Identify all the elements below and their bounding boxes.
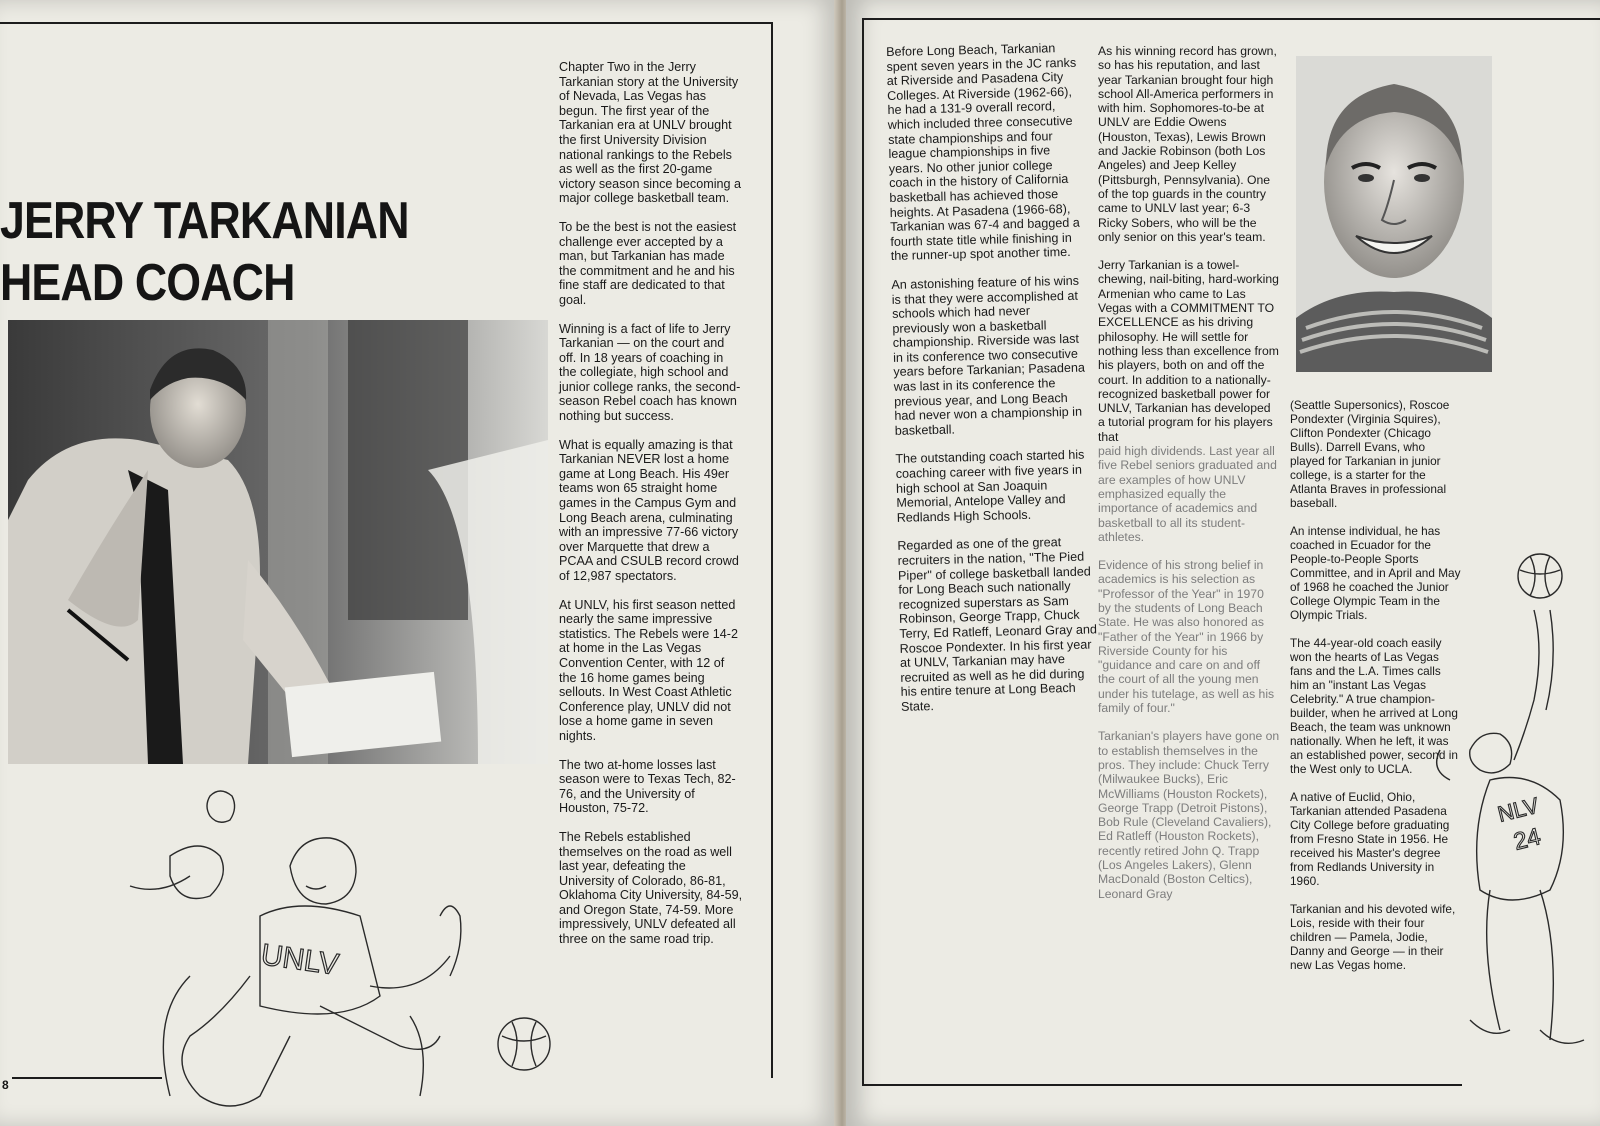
right-text-column-2 (1098, 44, 1280, 915)
faded-text-block (1098, 444, 1280, 901)
bottom-rule (862, 1084, 1462, 1086)
paragraph: The 44-year-old coach easily won the hearts of Las Vegas fans and the L.A. Times calls him an "instant Las Vegas Celebrity." A true champion-builder, when he arrived at Long Beach, the team was unknown nationally. When he left, it was an established power, second in the West only to UCLA. (1290, 636, 1458, 776)
top-rule (862, 18, 1600, 20)
coach-bench-photo-art (8, 320, 548, 764)
sketch-jersey-number: 24 (1510, 823, 1544, 856)
top-rule (0, 22, 772, 24)
paragraph: Before Long Beach, Tarkanian spent seven years in the JC ranks at Riverside and Pasadena City Colleges. At Riverside (1962-66), he had a 131-9 overall record, which included three consecutive state championships and four league championships in five years. No other junior college coach in the history of California basketball has achieved those heights. At Pasadena (1966-68), Tarkanian was 67-4 and bagged a fourth state title while finishing in the runner-up spot another time. (886, 41, 1080, 264)
shooter-sketch-illustration (1430, 550, 1600, 1060)
paragraph: Tarkanian and his devoted wife, Lois, reside with their four children — Pamela, Jodie, Danny and George — in their new Las Vegas home. (1290, 902, 1456, 972)
paragraph: To be the best is not the easiest challenge ever accepted by a man, but Tarkanian has made the commitment and he and his fine staff are dedicated to that goal. (559, 219, 737, 307)
paragraph: Evidence of his strong belief in academics is his selection as "Professor of the Year" in 1970 by the students of Long Beach State. He was also honored as "Father of the Year" in 1966 by Riverside County for his "guidance and care on and off the court of all the young men under his tutelage, as well as his family of four." (1098, 558, 1275, 716)
title-line-name: JERRY TARKANIAN (0, 192, 409, 250)
coach-bench-photo (8, 320, 548, 764)
paragraph: Regarded as one of the great recruiters in the nation, "The Pied Piper" of college basketball landed for Long Beach such nationally recognized superstars as Sam Robinson, George Trapp, Chuck Terry, Ed Ratleff, Leonard Gray and Roscoe Pondexter. In his first year at UNLV, Tarkanian may have recruited as well as he did during his entire tenure at Long Beach State. (897, 535, 1098, 714)
paragraph: Tarkanian's players have gone on to establish themselves in the pros. They include: Chuck Terry (Milwaukee Bucks), Eric McWilliams (Houston Rockets), George Trapp (Detroit Pistons), Bob Rule (Cleveland Cavaliers), Ed Ratleff (Houston Rockets), recently retired John Q. Trapp (Los Angeles Lakers), Glenn MacDonald (Boston Celtics), Leonard Gray (1098, 729, 1280, 901)
paragraph: An astonishing feature of his wins is that they were accomplished at schools which had never previously won a basketball championship. Riverside was last in its conference two consecutive years before Tarkanian; Pasadena was last in its conference the previous year, and Long Beach had never won a championship in basketball. (891, 273, 1086, 438)
paragraph: (Seattle Supersonics), Roscoe Pondexter (Virginia Squires), Clifton Pondexter (Chicago Bulls). Darrell Evans, who played for Tarkanian in junior college, is a starter for the Atlanta Braves in professional baseball. (1290, 398, 1450, 510)
paragraph: paid high dividends. Last year all five Rebel seniors graduated and are examples of how UNLV emphasized equally the importance of academics and basketball to all its student-athletes. (1098, 444, 1277, 544)
paragraph: What is equally amazing is that Tarkanian NEVER lost a home game at Long Beach. His 49er teams won 65 straight home games in the Campus Gym and Long Beach arena, culminating with an impressive 77-66 victory over Marquette that drew a PCAA and CSULB record crowd of 12,987 spectators. (559, 437, 739, 583)
paragraph: A native of Euclid, Ohio, Tarkanian attended Pasadena City College before graduating from Fresno State in 1956. He received his Master's degree from Redlands University in 1960. (1290, 790, 1450, 888)
coach-portrait-art (1296, 56, 1492, 372)
title-line-role: HEAD COACH (0, 254, 295, 312)
sketch-jersey-letters: UNLV (259, 938, 341, 982)
paragraph: An intense individual, he has coached in Ecuador for the People-to-People Sports Committee, and in April and May of 1968 he coached the Junior College Olympic Team in the Olympic Trials. (1290, 524, 1461, 622)
paragraph: The outstanding coach started his coaching career with five years in high school at San Joaquin Memorial, Antelope Valley and Redlands High Schools. (895, 448, 1085, 525)
shooter-sketch-art (1430, 550, 1600, 1060)
right-text-column-1 (886, 41, 1099, 729)
page-title (0, 190, 409, 314)
paragraph: Winning is a fact of life to Jerry Tarkanian — on the court and off. In 18 years of coaching in the collegiate, high school and junior college ranks, the second-season Rebel coach has known nothing but success. (559, 321, 741, 424)
right-rule (771, 22, 773, 1078)
paragraph: The Rebels established themselves on the road as well last year, defeating the University of Colorado, 86-81, Oklahoma City University, 84-59, and Oregon State, 74-59. More impressively, UNLV defeated all three on the same road trip. (559, 829, 743, 947)
paragraph: The two at-home losses last season were to Texas Tech, 82-76, and the University of Houston, 75-72. (559, 757, 736, 816)
coach-portrait-photo (1296, 56, 1492, 372)
paragraph: At UNLV, his first season netted nearly the same impressive statistics. The Rebels were 14-2 at home in the Las Vegas Convention Center, with 12 of the 16 home games being sellouts. In West Coast Athletic Conference play, UNLV did not lose a home game in seven nights. (559, 597, 738, 743)
page-number: 8 (2, 1078, 9, 1092)
paragraph: Chapter Two in the Jerry Tarkanian story at the University of Nevada, Las Vegas has begun. The first year of the Tarkanian era at UNLV brought the first University Division national rankings to the Rebels as well as the first 20-game victory season since becoming a major college basketball team. (559, 60, 742, 206)
paragraph: Jerry Tarkanian is a towel-chewing, nail-biting, hard-working Armenian who came to Las Vegas with a COMMITMENT TO EXCELLENCE as his driving philosophy. He will settle for nothing less than excellence from his players, both on and off the court. In addition to a nationally-recognized basketball power for UNLV, Tarkanian has developed a tutorial program for his players that (1098, 258, 1279, 444)
sketch-jersey-letters: NLV (1495, 792, 1542, 827)
player-sketch-art (110, 776, 570, 1126)
player-sketch-illustration (110, 776, 570, 1126)
left-text-column (559, 60, 744, 961)
left-rule (862, 18, 864, 1084)
paragraph: As his winning record has grown, so has his reputation, and last year Tarkanian brought four high school All-America performers in with him. Sophomores-to-be at UNLV are Eddie Owens (Houston, Texas), Lewis Brown and Jackie Robinson (both Los Angeles) and Jeep Kelley (Pittsburgh, Pennsylvania). One of the top guards in the country came to UNLV last year; 6-3 Ricky Sobers, who will be the only senior on this year's team. (1098, 44, 1277, 244)
